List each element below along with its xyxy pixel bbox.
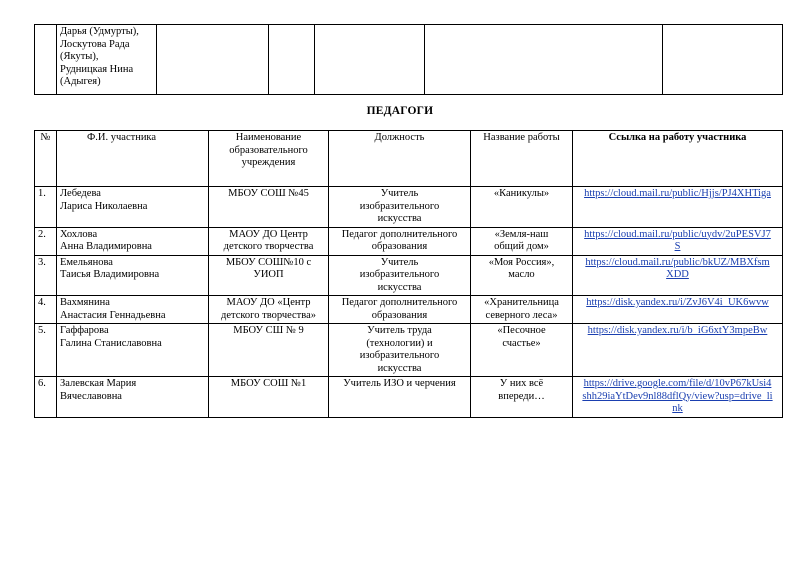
continuation-table (34, 24, 783, 95)
row-work: «Земля-наш общий дом» (471, 227, 573, 255)
row-name: Хохлова Анна Владимировна (57, 227, 209, 255)
row-work: «Моя Россия», масло (471, 255, 573, 296)
row-org: МБОУ СОШ №1 (209, 377, 329, 418)
row-work: У них всё впереди… (471, 377, 573, 418)
table-cell (315, 25, 425, 95)
row-org: МАОУ ДО Центр детского творчества (209, 227, 329, 255)
row-num: 5. (35, 324, 57, 377)
row-link-cell (573, 324, 783, 377)
work-link[interactable]: https://cloud.mail.ru/public/bkUZ/MBXfsm XDD (585, 256, 770, 280)
row-link-cell (573, 255, 783, 296)
row-work: «Хранительница северного леса» (471, 296, 573, 324)
row-link-cell (573, 296, 783, 324)
row-num: 2. (35, 227, 57, 255)
header-name: Ф.И. участника (57, 131, 209, 187)
participant-names-cell: Дарья (Удмурты), Лоскутова Рада (Якуты), Рудницкая Нина (Адыгея) (57, 25, 157, 95)
table-cell (425, 25, 663, 95)
row-position: Учитель изобразительного искусства (329, 187, 471, 228)
work-link[interactable]: https://disk.yandex.ru/i/b_iG6xtY3mpeBw (587, 325, 768, 336)
table-row (35, 324, 783, 377)
row-org: МБОУ СОШ№10 с УИОП (209, 255, 329, 296)
row-org: МБОУ СШ № 9 (209, 324, 329, 377)
section-title: ПЕДАГОГИ (366, 105, 434, 117)
table-header-row (35, 131, 783, 187)
row-name: Лебедева Лариса Николаевна (57, 187, 209, 228)
work-link[interactable]: https://cloud.mail.ru/public/uydv/2uPESVJ7 S (584, 228, 771, 252)
header-position: Должность (329, 131, 471, 187)
row-name: Емельянова Таисья Владимировна (57, 255, 209, 296)
row-link-cell (573, 377, 783, 418)
row-position: Педагог дополнительного образования (329, 296, 471, 324)
table-row (35, 377, 783, 418)
table-row (35, 296, 783, 324)
row-name: Залевская Мария Вячеславовна (57, 377, 209, 418)
row-position: Учитель труда (технологии) и изобразительного искусства (329, 324, 471, 377)
row-position: Учитель изобразительного искусства (329, 255, 471, 296)
row-num: 4. (35, 296, 57, 324)
row-name: Гаффарова Галина Станиславовна (57, 324, 209, 377)
header-org: Наименование образовательного учреждения (209, 131, 329, 187)
row-org: МБОУ СОШ №45 (209, 187, 329, 228)
row-name: Вахмянина Анастасия Геннадьевна (57, 296, 209, 324)
work-link[interactable]: https://drive.google.com/file/d/10vP67kUsi4 shh29iaYtDev9nl88dflQy/view?usp=drive_li nk (582, 378, 773, 414)
row-work: «Песочное счастье» (471, 324, 573, 377)
table-row (35, 187, 783, 228)
header-link: Ссылка на работу участника (573, 131, 783, 187)
row-work: «Каникулы» (471, 187, 573, 228)
header-num: № (35, 131, 57, 187)
work-link[interactable]: https://disk.yandex.ru/i/ZvJ6V4i_UK6wvw (586, 297, 769, 308)
row-position: Педагог дополнительного образования (329, 227, 471, 255)
teachers-table (34, 130, 783, 418)
table-cell (157, 25, 269, 95)
table-row (35, 255, 783, 296)
table-cell (269, 25, 315, 95)
row-link-cell (573, 187, 783, 228)
work-link[interactable]: https://cloud.mail.ru/public/Hjjs/PJ4XHTiga (584, 188, 771, 199)
header-work: Название работы (471, 131, 573, 187)
table-row (35, 227, 783, 255)
row-position: Учитель ИЗО и черчения (329, 377, 471, 418)
row-org: МАОУ ДО «Центр детского творчества» (209, 296, 329, 324)
row-num: 3. (35, 255, 57, 296)
table-row (35, 25, 783, 95)
row-num: 1. (35, 187, 57, 228)
row-num: 6. (35, 377, 57, 418)
table-cell (663, 25, 783, 95)
table-cell (35, 25, 57, 95)
row-link-cell (573, 227, 783, 255)
